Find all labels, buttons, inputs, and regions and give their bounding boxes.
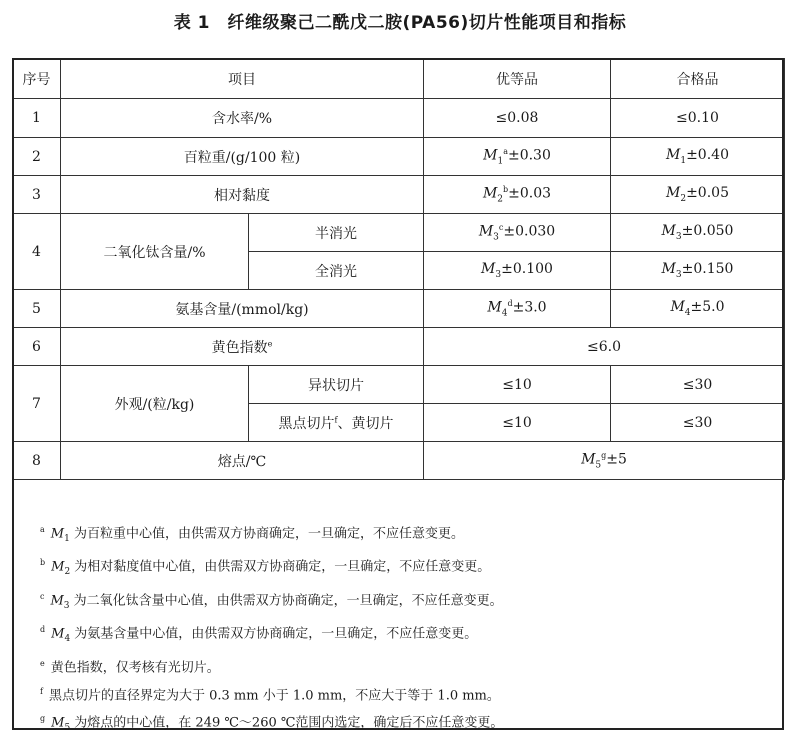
variable-subscript: 3 <box>675 269 682 280</box>
header-item: 项目 <box>61 59 424 99</box>
row-no: 2 <box>13 138 61 176</box>
tolerance-value: ±0.05 <box>686 185 729 202</box>
value-combined: ≤6.0 <box>424 328 785 366</box>
value-qualified: ≤0.10 <box>611 99 785 138</box>
variable-subscript: 1 <box>680 155 687 166</box>
footnote-text: 为熔点的中心值，在 249 ℃～260 ℃范围内选定，确定后不应任意变更。 <box>70 715 504 731</box>
footnote-mark: f <box>40 686 43 696</box>
row-item: 熔点/℃ <box>61 442 424 480</box>
variable-subscript: 3 <box>495 269 502 280</box>
value-qualified: ≤30 <box>611 404 785 442</box>
variable-symbol: M <box>50 526 65 542</box>
footnote-text: 为百粒重中心值，由供需双方协商确定，一旦确定，不应任意变更。 <box>69 526 464 542</box>
tolerance-value: ±3.0 <box>512 299 547 316</box>
footnote <box>40 518 780 551</box>
footnote-mark: b <box>40 558 46 568</box>
row-item: 含水率/% <box>61 99 424 138</box>
variable-symbol: M <box>661 223 676 240</box>
footnote <box>40 680 780 708</box>
variable-subscript: 2 <box>680 193 687 204</box>
footnote <box>40 618 780 651</box>
variable-subscript: 2 <box>64 567 71 578</box>
footnote-mark: a <box>40 525 45 534</box>
footnote-ref: c <box>498 222 504 232</box>
item-label: 黄色指数 <box>211 339 268 356</box>
sub-item-label-rest: 、黄切片 <box>337 415 394 432</box>
row-item: 外观/(粒/kg) <box>61 366 249 442</box>
row-item: 百粒重/(g/100 粒) <box>61 138 424 176</box>
variable-symbol: M <box>50 593 64 609</box>
footnote-mark: g <box>40 714 46 724</box>
variable-symbol: M <box>478 223 494 240</box>
row-no: 1 <box>13 99 61 138</box>
tolerance-value: ±0.100 <box>501 261 553 278</box>
row-no: 8 <box>13 442 61 480</box>
row-item: 二氧化钛含量/% <box>61 214 249 290</box>
value-excellent: ≤10 <box>424 366 611 404</box>
footnote <box>40 585 780 618</box>
tolerance-value: ±0.40 <box>686 147 729 164</box>
footnotes <box>40 518 780 741</box>
variable-symbol: M <box>487 299 502 316</box>
variable-symbol: M <box>51 626 65 642</box>
footnote-mark: e <box>40 658 45 668</box>
tolerance-value: ±0.050 <box>681 223 734 240</box>
row-no: 3 <box>13 176 61 214</box>
footnote <box>40 652 780 680</box>
variable-subscript: 3 <box>493 232 499 243</box>
variable-symbol: M <box>51 559 65 575</box>
row-item: 氨基含量/(mmol/kg) <box>61 290 424 328</box>
footnote-mark: c <box>40 591 45 601</box>
variable-subscript: 4 <box>684 307 691 318</box>
variable-subscript: 5 <box>64 723 71 734</box>
footnote-text: 黄色指数，仅考核有光切片。 <box>50 660 220 676</box>
sub-item: 异状切片 <box>249 366 424 404</box>
variable-symbol: M <box>482 185 498 202</box>
tolerance-value: ±0.30 <box>507 147 551 164</box>
footnote-text: 为相对黏度值中心值，由供需双方协商确定，一旦确定，不应任意变更。 <box>70 559 491 575</box>
variable-symbol: M <box>666 147 681 164</box>
variable-subscript: 5 <box>595 460 602 471</box>
header-no: 序号 <box>13 59 61 99</box>
footnote <box>40 551 780 584</box>
footnote-ref: e <box>267 338 273 348</box>
tolerance-value: ±0.150 <box>681 261 734 278</box>
footnote-ref: d <box>507 298 513 308</box>
header-excellent: 优等品 <box>424 59 611 99</box>
sub-item: 全消光 <box>249 252 424 290</box>
variable-symbol: M <box>666 185 681 202</box>
footnote <box>40 707 780 740</box>
row-no: 4 <box>13 214 61 290</box>
sub-item-label: 黑点切片 <box>278 415 335 432</box>
variable-symbol: M <box>581 451 596 468</box>
tolerance-value: ±5 <box>606 451 627 468</box>
variable-symbol: M <box>481 261 496 278</box>
value-qualified: ≤30 <box>611 366 785 404</box>
footnote-text: 为氨基含量中心值，由供需双方协商确定，一旦确定，不应任意变更。 <box>70 626 478 642</box>
row-item: 相对黏度 <box>61 176 424 214</box>
variable-symbol: M <box>483 147 498 164</box>
footnote-text: 黑点切片的直径界定为大于 0.3 mm 小于 1.0 mm，不应大于等于 1.0 mm。 <box>48 687 500 703</box>
variable-subscript: 2 <box>497 194 504 205</box>
value-excellent: ≤10 <box>424 404 611 442</box>
variable-subscript: 3 <box>63 600 70 611</box>
value-excellent: ≤0.08 <box>424 99 611 138</box>
table-title: 表 1 纤维级聚己二酰戊二胺(PA56)切片性能项目和指标 <box>173 13 627 33</box>
footnote-text: 为二氧化钛含量中心值，由供需双方协商确定，一旦确定，不应任意变更。 <box>69 593 503 609</box>
sub-item: 半消光 <box>249 214 424 252</box>
variable-subscript: 4 <box>64 634 71 645</box>
row-no: 7 <box>13 366 61 442</box>
tolerance-value: ±0.03 <box>508 185 552 202</box>
footnote-ref: g <box>601 450 607 460</box>
variable-subscript: 4 <box>501 308 508 319</box>
variable-subscript: 1 <box>64 533 70 544</box>
footnote-ref: f <box>334 414 338 424</box>
variable-subscript: 3 <box>675 231 682 242</box>
variable-subscript: 1 <box>497 156 504 167</box>
tolerance-value: ±5.0 <box>690 299 725 316</box>
footnote-ref: b <box>503 184 509 194</box>
header-qualified: 合格品 <box>611 59 785 99</box>
footnote-ref: a <box>503 146 508 156</box>
footnote-mark: d <box>40 625 46 635</box>
variable-symbol: M <box>51 715 65 731</box>
row-no: 6 <box>13 328 61 366</box>
row-no: 5 <box>13 290 61 328</box>
variable-symbol: M <box>661 261 676 278</box>
variable-symbol: M <box>670 299 685 316</box>
tolerance-value: ±0.030 <box>503 223 556 240</box>
